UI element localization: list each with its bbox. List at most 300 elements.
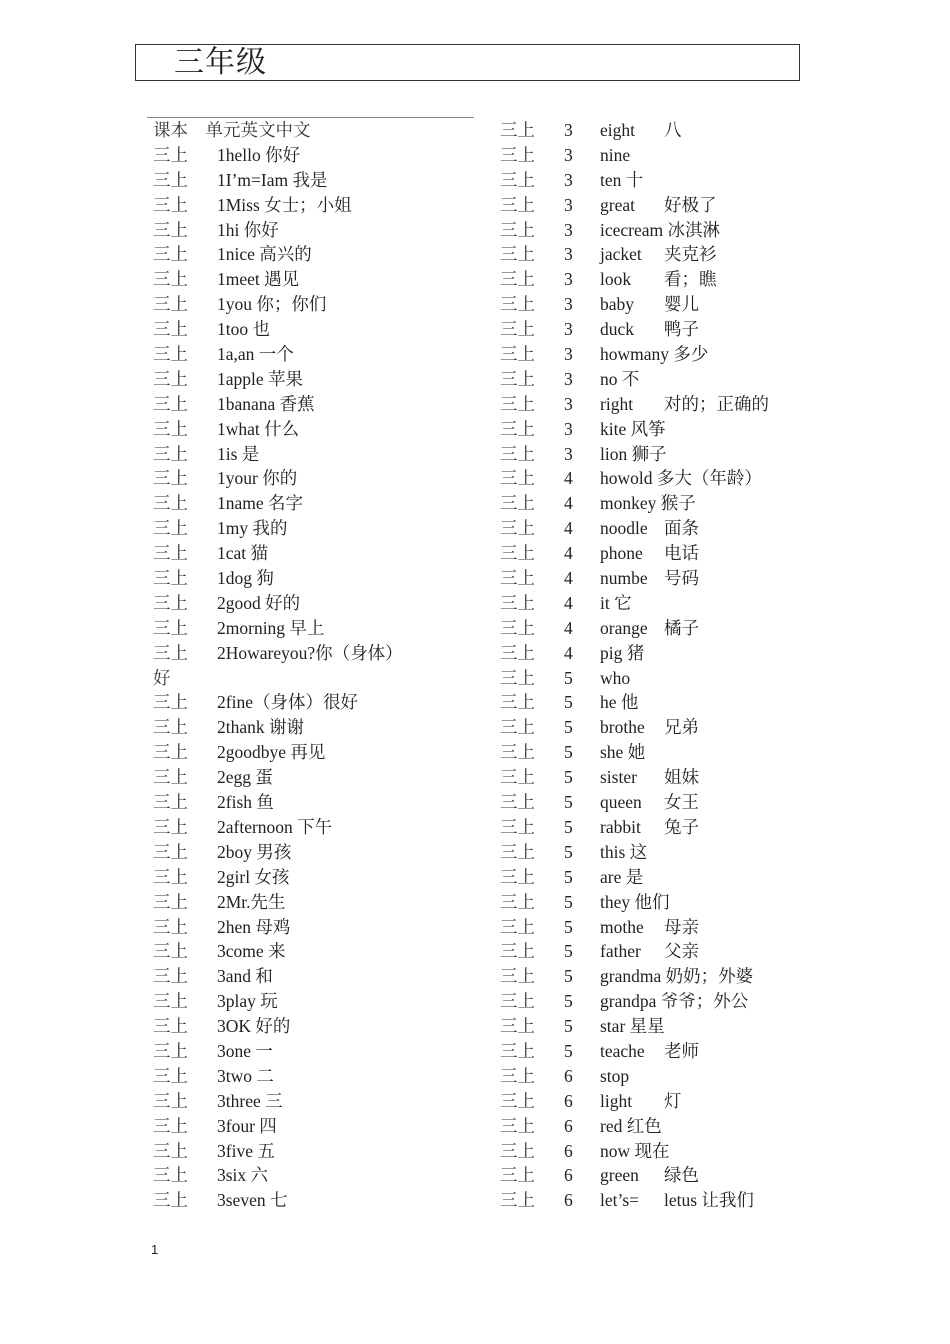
unit-number: 3 [564, 244, 573, 265]
grade-label: 三上 [500, 294, 535, 315]
unit-number: 3 [564, 393, 573, 414]
grade-label: 三上 [153, 642, 188, 663]
vocab-row [153, 1164, 483, 1189]
english-word: nine [600, 144, 631, 165]
vocab-row [500, 691, 800, 716]
vocab-entry: 1dog 狗 [217, 568, 274, 589]
english-word: it 它 [600, 592, 632, 613]
unit-number: 3 [564, 144, 573, 165]
unit-number: 3 [564, 319, 573, 340]
vocab-entry: 2egg 蛋 [217, 767, 273, 788]
english-word: sister [600, 767, 637, 788]
vocab-row [500, 916, 800, 941]
grade-label: 三上 [500, 468, 535, 489]
chinese-meaning: 父亲 [664, 941, 699, 962]
chinese-meaning: 灯 [664, 1090, 682, 1111]
grade-label: 三上 [500, 518, 535, 539]
vocab-row [153, 1090, 483, 1115]
vocab-entry: 2girl 女孩 [217, 866, 290, 887]
vocab-row [500, 891, 800, 916]
vocab-entry: 3four 四 [217, 1115, 277, 1136]
vocab-row [153, 243, 483, 268]
vocab-entry: 2boy 男孩 [217, 841, 292, 862]
vocab-row [500, 816, 800, 841]
grade-label: 三上 [500, 866, 535, 887]
left-header: 课本 单元英文中文 [153, 120, 311, 140]
grade-label: 三上 [153, 866, 188, 887]
vocab-row [500, 418, 800, 443]
vocab-entry: 1cat 猫 [217, 543, 269, 564]
unit-number: 3 [564, 269, 573, 290]
english-word: this 这 [600, 841, 648, 862]
unit-number: 5 [564, 792, 573, 813]
english-word: mothe [600, 916, 644, 937]
unit-number: 3 [564, 169, 573, 190]
english-word: pig 猪 [600, 642, 645, 663]
vocab-entry: 1too 也 [217, 319, 270, 340]
grade-label: 三上 [153, 393, 188, 414]
chinese-meaning: 夹克衫 [664, 244, 717, 265]
english-word: teache [600, 1040, 645, 1061]
unit-number: 5 [564, 816, 573, 837]
grade-label: 三上 [500, 991, 535, 1012]
chinese-meaning: 面条 [664, 518, 699, 539]
grade-label: 三上 [153, 543, 188, 564]
grade-label: 三上 [500, 443, 535, 464]
english-word: grandpa 爷爷；外公 [600, 991, 749, 1012]
vocab-row [153, 866, 483, 891]
vocab-row [153, 1140, 483, 1165]
grade-label: 三上 [500, 592, 535, 613]
left-header-row [153, 119, 483, 144]
unit-number: 5 [564, 1040, 573, 1061]
grade-label: 三上 [153, 194, 188, 215]
vocab-row [153, 791, 483, 816]
vocab-entry: 3three 三 [217, 1090, 283, 1111]
grade-label: 三上 [500, 194, 535, 215]
grade-label: 三上 [500, 1040, 535, 1061]
vocab-row [153, 467, 483, 492]
vocab-row [500, 1040, 800, 1065]
grade-label: 三上 [153, 368, 188, 389]
unit-number: 3 [564, 219, 573, 240]
unit-number: 4 [564, 543, 573, 564]
vocab-entry: 3two 二 [217, 1065, 274, 1086]
vocab-row [500, 542, 800, 567]
unit-number: 3 [564, 194, 573, 215]
unit-number: 6 [564, 1090, 573, 1111]
vocab-row [153, 542, 483, 567]
vocab-entry: 2fine（身体）很好 [217, 692, 358, 713]
grade-label: 三上 [153, 1040, 188, 1061]
vocab-entry: 3six 六 [217, 1165, 269, 1186]
grade-label: 三上 [153, 1065, 188, 1086]
chinese-meaning: 婴儿 [664, 294, 699, 315]
chinese-meaning: 好极了 [664, 194, 717, 215]
vocab-row [500, 467, 800, 492]
english-word: are 是 [600, 866, 644, 887]
grade-label: 三上 [500, 941, 535, 962]
grade-label: 三上 [153, 468, 188, 489]
chinese-meaning: 母亲 [664, 916, 699, 937]
vocab-entry: 1is 是 [217, 443, 260, 464]
vocab-row [153, 418, 483, 443]
chinese-meaning: 老师 [664, 1040, 699, 1061]
unit-number: 5 [564, 717, 573, 738]
unit-number: 3 [564, 344, 573, 365]
grade-label: 三上 [153, 941, 188, 962]
vocab-entry: 1hi 你好 [217, 219, 279, 240]
grade-label: 三上 [500, 493, 535, 514]
grade-label: 三上 [153, 916, 188, 937]
grade-label: 三上 [153, 443, 188, 464]
grade-label: 三上 [153, 518, 188, 539]
unit-number: 6 [564, 1140, 573, 1161]
unit-number: 4 [564, 592, 573, 613]
unit-number: 5 [564, 891, 573, 912]
vocab-row [500, 617, 800, 642]
vocab-row [153, 293, 483, 318]
english-word: jacket [600, 244, 642, 265]
vocab-row [153, 617, 483, 642]
grade-label: 三上 [153, 891, 188, 912]
vocab-entry: 1what 什么 [217, 418, 300, 439]
vocab-row [500, 866, 800, 891]
unit-number: 3 [564, 443, 573, 464]
vocab-entry: 2fish 鱼 [217, 792, 274, 813]
english-word: brothe [600, 717, 645, 738]
vocab-row [500, 318, 800, 343]
unit-number: 3 [564, 418, 573, 439]
grade-label: 三上 [500, 891, 535, 912]
unit-number: 4 [564, 642, 573, 663]
vocab-row [500, 592, 800, 617]
vocab-entry: 1a,an 一个 [217, 344, 294, 365]
english-word: howold 多大（年龄） [600, 468, 762, 489]
vocab-row [500, 393, 800, 418]
unit-number: 3 [564, 294, 573, 315]
vocab-entry: 1meet 遇见 [217, 269, 300, 290]
grade-label: 三上 [153, 568, 188, 589]
unit-number: 5 [564, 966, 573, 987]
grade-label: 三上 [500, 319, 535, 340]
vocab-row [500, 642, 800, 667]
vocab-row [500, 741, 800, 766]
vocab-row [500, 443, 800, 468]
english-word: right [600, 393, 634, 414]
grade-label: 三上 [153, 742, 188, 763]
english-word: red 红色 [600, 1115, 662, 1136]
grade-label: 三上 [153, 841, 188, 862]
grade-label: 三上 [500, 344, 535, 365]
unit-number: 6 [564, 1165, 573, 1186]
vocab-row [153, 443, 483, 468]
vocab-entry: 3seven 七 [217, 1190, 288, 1211]
vocab-row [153, 667, 483, 692]
vocab-row [153, 219, 483, 244]
vocab-row [153, 318, 483, 343]
english-word: green [600, 1165, 639, 1186]
vocab-row [153, 940, 483, 965]
page-number: 1 [151, 1242, 159, 1257]
vocab-row [153, 169, 483, 194]
unit-number: 5 [564, 941, 573, 962]
chinese-meaning: 橘子 [664, 617, 699, 638]
english-word: she 她 [600, 742, 646, 763]
grade-label: 三上 [500, 792, 535, 813]
vocab-row [153, 741, 483, 766]
english-word: queen [600, 792, 642, 813]
vocab-entry: 3OK 好的 [217, 1016, 291, 1037]
grade-label: 三上 [153, 792, 188, 813]
vocab-entry: 1your 你的 [217, 468, 298, 489]
english-word: orange [600, 617, 648, 638]
vocab-row [500, 965, 800, 990]
english-word: phone [600, 543, 643, 564]
grade-label: 三上 [500, 219, 535, 240]
english-word: stop [600, 1065, 630, 1086]
grade-label: 三上 [500, 393, 535, 414]
grade-label: 三上 [153, 493, 188, 514]
english-word: baby [600, 294, 635, 315]
unit-number: 3 [564, 368, 573, 389]
vocab-row [153, 841, 483, 866]
grade-label: 三上 [153, 717, 188, 738]
unit-number: 5 [564, 1016, 573, 1037]
vocab-row [500, 1065, 800, 1090]
grade-label: 三上 [153, 692, 188, 713]
english-word: monkey 猴子 [600, 493, 696, 514]
vocab-entry: 1banana 香蕉 [217, 393, 315, 414]
vocab-entry: 2afternoon 下午 [217, 816, 333, 837]
vocab-row [500, 841, 800, 866]
english-word: duck [600, 319, 635, 340]
vocab-entry: 2morning 早上 [217, 617, 325, 638]
vocab-entry: 3and 和 [217, 966, 273, 987]
vocab-row [153, 965, 483, 990]
unit-number: 5 [564, 692, 573, 713]
grade-label: 三上 [153, 294, 188, 315]
chinese-meaning: 电话 [664, 543, 699, 564]
grade-label: 三上 [153, 344, 188, 365]
grade-label: 三上 [500, 717, 535, 738]
chinese-meaning: letus 让我们 [664, 1190, 754, 1211]
grade-label: 三上 [500, 368, 535, 389]
vocab-row [500, 368, 800, 393]
vocab-row [153, 766, 483, 791]
english-word: now 现在 [600, 1140, 670, 1161]
vocab-entry: 3one 一 [217, 1040, 273, 1061]
unit-number: 4 [564, 568, 573, 589]
grade-label: 三上 [500, 120, 535, 140]
grade-label: 三上 [153, 244, 188, 265]
chinese-meaning: 号码 [664, 568, 699, 589]
grade-label: 三上 [153, 1090, 188, 1111]
grade-label: 三上 [153, 1165, 188, 1186]
english-word: father [600, 941, 641, 962]
grade-label: 三上 [500, 144, 535, 165]
grade-label: 三上 [500, 1065, 535, 1086]
vocab-row [500, 194, 800, 219]
chinese-meaning: 鸭子 [664, 319, 699, 340]
grade-label: 三上 [153, 269, 188, 290]
english-word: light [600, 1090, 633, 1111]
english-word: who [600, 667, 631, 688]
header-rule [147, 117, 474, 118]
english-word: noodle [600, 518, 648, 539]
vocab-row [500, 1164, 800, 1189]
vocab-entry: 1nice 高兴的 [217, 244, 312, 265]
english-word: great [600, 194, 635, 215]
vocab-row [500, 144, 800, 169]
grade-label: 三上 [500, 1016, 535, 1037]
vocab-row [153, 592, 483, 617]
vocab-entry: 1I’m=Iam 我是 [217, 169, 328, 190]
grade-label: 三上 [500, 742, 535, 763]
right-column [500, 119, 800, 1214]
unit-number: 5 [564, 991, 573, 1012]
vocab-row [500, 517, 800, 542]
grade-label: 三上 [500, 1140, 535, 1161]
english-word: rabbit [600, 816, 641, 837]
english-word: grandma 奶奶；外婆 [600, 966, 754, 987]
vocab-row [500, 1115, 800, 1140]
grade-label: 三上 [500, 1190, 535, 1211]
vocab-row [153, 1040, 483, 1065]
grade-label: 三上 [500, 841, 535, 862]
vocab-row [153, 194, 483, 219]
vocab-row [500, 990, 800, 1015]
vocab-row [500, 1090, 800, 1115]
vocab-row [153, 916, 483, 941]
vocab-row [153, 1115, 483, 1140]
chinese-meaning: 兄弟 [664, 717, 699, 738]
chinese-meaning: 绿色 [664, 1165, 699, 1186]
vocab-row [153, 268, 483, 293]
vocab-row [153, 1189, 483, 1214]
grade-label: 三上 [153, 1016, 188, 1037]
grade-label: 三上 [153, 219, 188, 240]
grade-label: 三上 [500, 642, 535, 663]
english-word: kite 风筝 [600, 418, 666, 439]
vocab-row [500, 791, 800, 816]
english-word: icecream 冰淇淋 [600, 219, 721, 240]
vocab-entry: 1you 你；你们 [217, 294, 327, 315]
unit-number: 5 [564, 667, 573, 688]
vocab-row [153, 343, 483, 368]
vocab-entry: 2hen 母鸡 [217, 916, 291, 937]
vocab-row [500, 219, 800, 244]
vocab-row [500, 667, 800, 692]
chinese-meaning: 看；瞧 [664, 269, 717, 290]
vocab-entry: 3play 玩 [217, 991, 278, 1012]
vocab-entry: 1hello 你好 [217, 144, 301, 165]
vocab-entry: 2thank 谢谢 [217, 717, 305, 738]
vocab-row [500, 1015, 800, 1040]
vocab-row [153, 816, 483, 841]
unit-number: 4 [564, 518, 573, 539]
left-column [153, 119, 483, 1214]
vocab-entry: 3come 来 [217, 941, 286, 962]
grade-label: 三上 [153, 319, 188, 340]
grade-label: 三上 [153, 991, 188, 1012]
vocab-row [153, 691, 483, 716]
grade-label: 三上 [153, 966, 188, 987]
english-word: eight [600, 120, 635, 140]
vocab-entry: 1name 名字 [217, 493, 304, 514]
unit-number: 6 [564, 1115, 573, 1136]
vocab-entry: 1apple 苹果 [217, 368, 304, 389]
grade-label: 三上 [500, 966, 535, 987]
vocab-row [500, 343, 800, 368]
grade-label: 三上 [153, 144, 188, 165]
unit-number: 4 [564, 468, 573, 489]
grade-label: 三上 [500, 916, 535, 937]
grade-label: 三上 [500, 1165, 535, 1186]
grade-label: 三上 [153, 1140, 188, 1161]
unit-number: 4 [564, 617, 573, 638]
vocab-row [500, 169, 800, 194]
vocab-row [500, 1189, 800, 1214]
vocab-row [153, 1065, 483, 1090]
chinese-meaning: 八 [664, 120, 682, 140]
unit-number: 5 [564, 841, 573, 862]
english-word: howmany 多少 [600, 344, 709, 365]
grade-label: 三上 [500, 816, 535, 837]
vocab-row [500, 293, 800, 318]
grade-label: 三上 [500, 244, 535, 265]
grade-label: 三上 [500, 418, 535, 439]
vocab-row [500, 940, 800, 965]
grade-label: 三上 [153, 617, 188, 638]
title-box [135, 44, 800, 81]
grade-label: 三上 [153, 767, 188, 788]
vocab-entry: 2good 好的 [217, 592, 301, 613]
vocab-row [500, 243, 800, 268]
vocab-entry: 2Howareyou?你（身体） [217, 642, 403, 663]
unit-number: 6 [564, 1190, 573, 1211]
grade-label: 三上 [500, 1115, 535, 1136]
grade-label: 三上 [153, 1115, 188, 1136]
vocab-row [153, 990, 483, 1015]
english-word: no 不 [600, 368, 640, 389]
english-word: let’s= [600, 1190, 640, 1211]
english-word: ten 十 [600, 169, 644, 190]
grade-label: 三上 [500, 568, 535, 589]
grade-label: 三上 [500, 1090, 535, 1111]
grade-label: 三上 [153, 592, 188, 613]
grade-label: 三上 [500, 667, 535, 688]
chinese-meaning: 对的；正确的 [664, 393, 769, 414]
grade-label: 三上 [500, 543, 535, 564]
vocab-row [500, 766, 800, 791]
english-word: they 他们 [600, 891, 670, 912]
chinese-meaning: 女王 [664, 792, 699, 813]
unit-number: 6 [564, 1065, 573, 1086]
vocab-row [500, 716, 800, 741]
unit-number: 5 [564, 742, 573, 763]
vocab-row [153, 642, 483, 667]
vocab-row [153, 144, 483, 169]
vocab-entry: 2goodbye 再见 [217, 742, 326, 763]
vocab-row [500, 567, 800, 592]
grade-label: 三上 [500, 617, 535, 638]
vocab-row [153, 517, 483, 542]
unit-number: 4 [564, 493, 573, 514]
english-word: star 星星 [600, 1016, 665, 1037]
unit-number: 5 [564, 916, 573, 937]
vocab-row [500, 1140, 800, 1165]
